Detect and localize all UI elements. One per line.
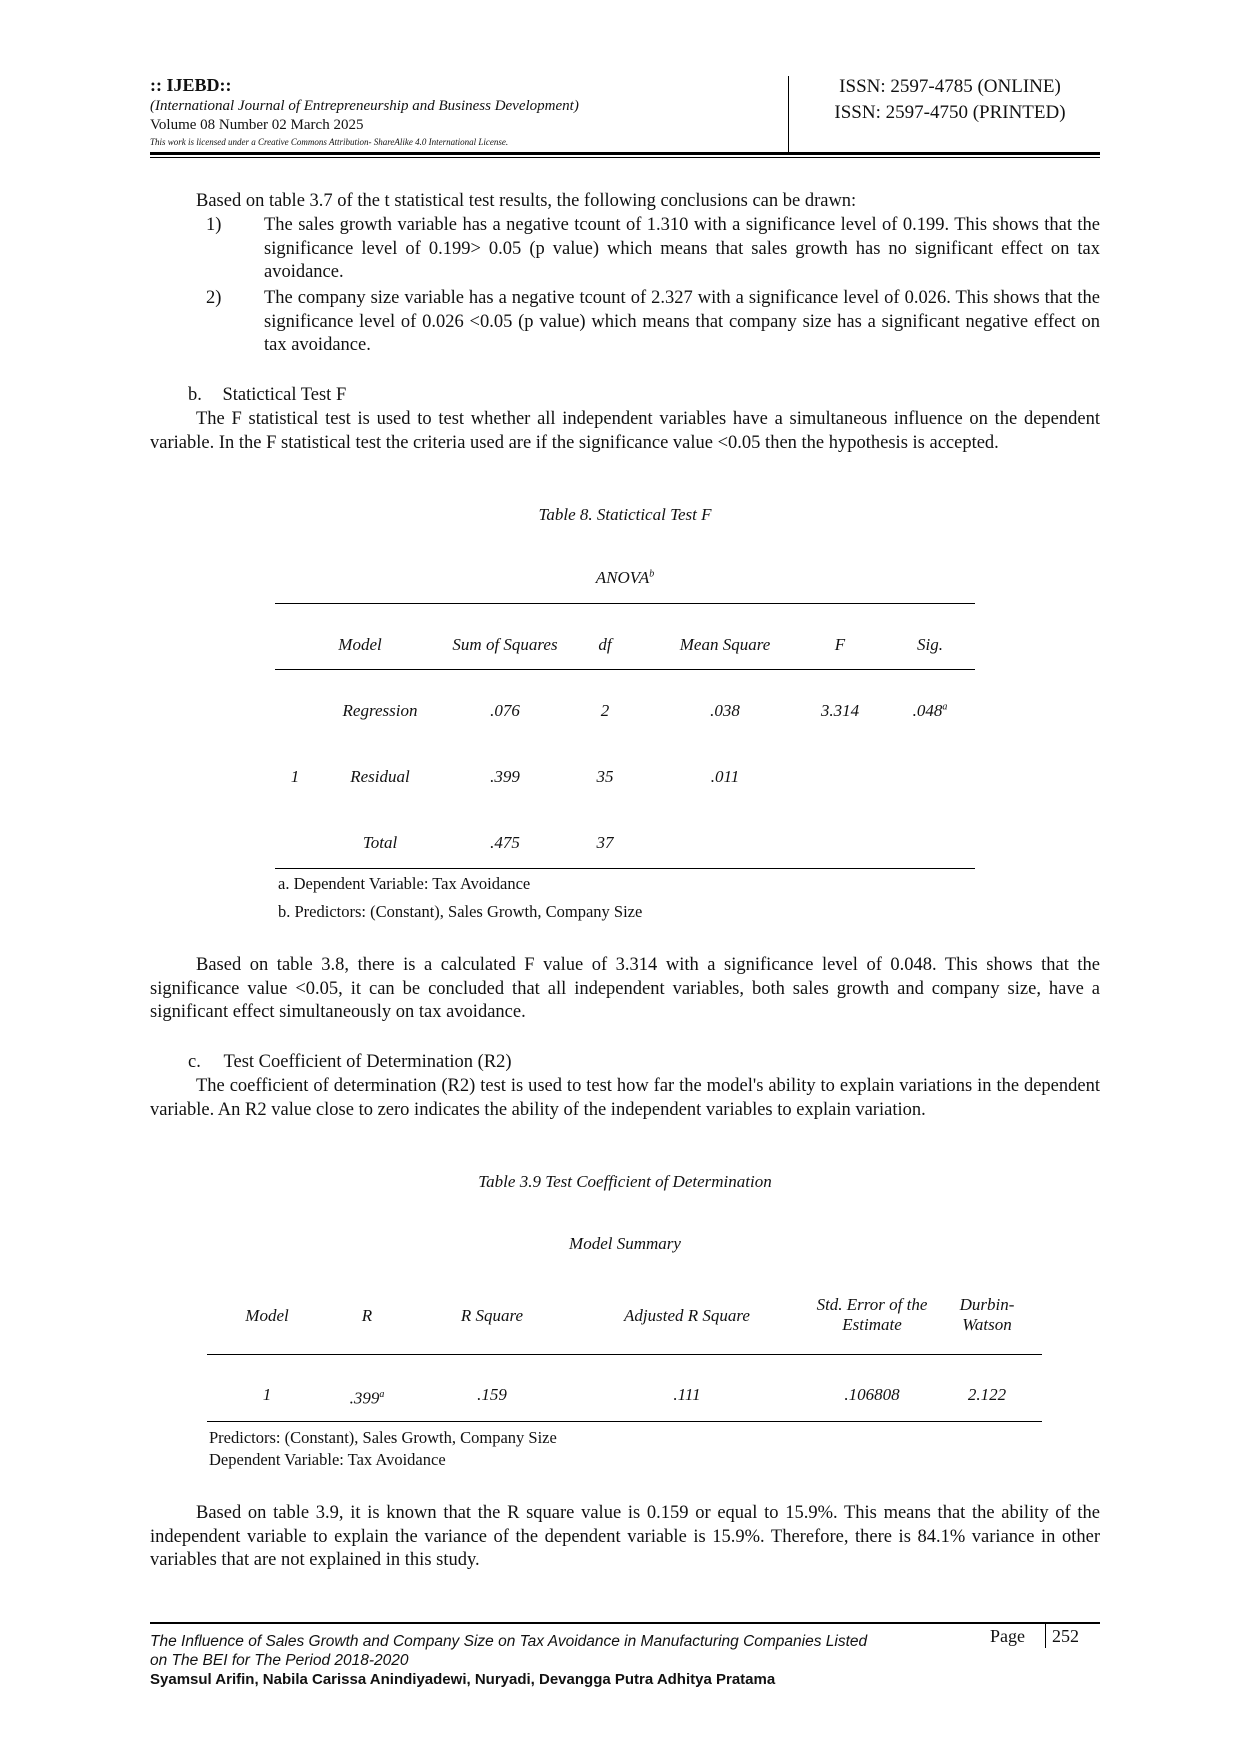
page-divider bbox=[1045, 1624, 1046, 1648]
anova-title: ANOVA$^b$ bbox=[595, 568, 655, 587]
col-header-df: df bbox=[598, 635, 612, 654]
license-note: This work is licensed under a Creative Commons Attribution- ShareAlike 4.0 International License. bbox=[150, 137, 509, 147]
cell-df: 35 bbox=[596, 767, 614, 786]
col-header-f: F bbox=[834, 635, 846, 654]
cell-adjusted-r-square: .111 bbox=[673, 1385, 701, 1404]
footer-article-title-line2: on The BEI for The Period 2018-2020 bbox=[150, 1652, 409, 1669]
cell-ss: .076 bbox=[490, 701, 520, 720]
list-text: The sales growth variable has a negative tcount of 1.310 with a significance level of 0.199. This shows that the significance level of 0.199> 0.05 (p value) which means that sales growth has no significant effect on tax avoidance. bbox=[264, 215, 1100, 282]
section-c-heading bbox=[188, 1051, 512, 1075]
col-header-durbin-watson: Durbin- Watson bbox=[959, 1295, 1015, 1334]
list-number: 2) bbox=[206, 288, 222, 308]
cell-df: 2 bbox=[600, 701, 610, 720]
table-rule bbox=[275, 868, 975, 869]
list-item bbox=[206, 287, 1100, 358]
paragraph-f-test: The F statistical test is used to test whether all independent variables have a simultaneous influence on the dependent variable. In the F statistical test the criteria used are if the significance value <0.05 then the hypothesis is accepted. bbox=[150, 409, 1100, 453]
cell-r-square: .159 bbox=[477, 1385, 507, 1404]
paragraph-r2-test: The coefficient of determination (R2) test is used to test how far the model's ability to explain variations in the dependent variable. An R2 value close to zero indicates the ability of the independent variables to explain variation. bbox=[150, 1076, 1100, 1120]
section-c-letter: c. bbox=[188, 1052, 201, 1072]
cell-ss: .475 bbox=[490, 833, 520, 852]
table8-caption: Table 8. Statictical Test F bbox=[538, 505, 712, 524]
cell-f: 3.314 bbox=[820, 701, 860, 720]
col-header-sum-of-squares: Sum of Squares bbox=[452, 635, 558, 654]
header-divider bbox=[788, 76, 789, 152]
col-header-sig: Sig. bbox=[917, 635, 943, 654]
section-b-title: Statictical Test F bbox=[222, 385, 347, 405]
header-rule bbox=[150, 152, 1100, 155]
cell-std-error: .106808 bbox=[844, 1385, 900, 1404]
journal-full-title: (International Journal of Entrepreneurship and Business Development) bbox=[150, 98, 579, 114]
cell-ss: .399 bbox=[490, 767, 520, 786]
footer-citation bbox=[150, 1632, 950, 1689]
page-number: 252 bbox=[1052, 1626, 1079, 1646]
col-header-std-error: Std. Error of the Estimate bbox=[816, 1295, 928, 1334]
col-header-mean-square: Mean Square bbox=[679, 635, 771, 654]
row-label: Residual bbox=[350, 767, 410, 786]
row-label: Total bbox=[362, 833, 398, 852]
header-rule-thin bbox=[150, 157, 1100, 158]
model-number: 1 bbox=[290, 767, 300, 786]
anova-note-b: b. Predictors: (Constant), Sales Growth, Company Size bbox=[278, 902, 643, 921]
table-rule bbox=[275, 669, 975, 670]
cell-sig: .048$^a$ bbox=[912, 701, 948, 720]
list-item bbox=[206, 214, 1100, 285]
model-summary-title: Model Summary bbox=[569, 1234, 681, 1253]
list-text: The company size variable has a negative tcount of 2.327 with a significance level of 0.026. This shows that the significance level of 0.026 <0.05 (p value) which means that company size has a significant negative effect on tax avoidance. bbox=[264, 288, 1100, 355]
cell-ms: .038 bbox=[710, 701, 740, 720]
cell-ms: .011 bbox=[710, 767, 740, 786]
section-c-title: Test Coefficient of Determination (R2) bbox=[223, 1052, 512, 1072]
cell-df: 37 bbox=[596, 833, 614, 852]
cell-r: .399$^a$ bbox=[349, 1388, 385, 1408]
cell-durbin-watson: 2.122 bbox=[967, 1385, 1007, 1404]
table-rule bbox=[207, 1421, 1042, 1422]
journal-volume: Volume 08 Number 02 March 2025 bbox=[150, 117, 364, 133]
journal-short-title: :: IJEBD:: bbox=[150, 75, 232, 95]
table-rule bbox=[207, 1354, 1042, 1355]
anova-note-a: a. Dependent Variable: Tax Avoidance bbox=[278, 874, 531, 893]
list-number: 1) bbox=[206, 215, 222, 235]
col-header-r-square: R Square bbox=[460, 1306, 524, 1325]
table-rule bbox=[275, 603, 975, 604]
paragraph-f-result: Based on table 3.8, there is a calculated F value of 3.314 with a significance level of 0.048. This shows that the significance value <0.05, it can be concluded that all independent variables, both sales growth and company size, have a significant effect simultaneously on tax avoidance. bbox=[150, 955, 1100, 1022]
col-header-model: Model bbox=[338, 635, 382, 654]
model-summary-note-dependent: Dependent Variable: Tax Avoidance bbox=[209, 1450, 446, 1469]
page-label: Page bbox=[990, 1626, 1025, 1646]
issn-block bbox=[800, 74, 1100, 126]
paragraph-t-test-intro: Based on table 3.7 of the t statistical test results, the following conclusions can be drawn: bbox=[196, 191, 857, 211]
section-b-letter: b. bbox=[188, 385, 202, 405]
row-label: Regression bbox=[342, 701, 418, 720]
col-header-model: Model bbox=[245, 1306, 289, 1325]
cell-model: 1 bbox=[262, 1385, 272, 1404]
paragraph-r2-result: Based on table 3.9, it is known that the R square value is 0.159 or equal to 15.9%. This means that the ability of the independent variable to explain the variance of the dependent variable is 15.9%. Therefore, there is 84.1% variance in other variables that are not explained in this study. bbox=[150, 1503, 1100, 1570]
issn-printed: ISSN: 2597-4750 (PRINTED) bbox=[834, 102, 1066, 123]
col-header-r: R bbox=[361, 1306, 373, 1325]
issn-online: ISSN: 2597-4785 (ONLINE) bbox=[839, 76, 1061, 97]
journal-header bbox=[150, 74, 770, 149]
table9-caption: Table 3.9 Test Coefficient of Determination bbox=[478, 1172, 772, 1191]
footer-rule bbox=[150, 1622, 1100, 1624]
section-b-heading bbox=[188, 384, 346, 408]
model-summary-note-predictors: Predictors: (Constant), Sales Growth, Company Size bbox=[209, 1428, 557, 1447]
footer-authors: Syamsul Arifin, Nabila Carissa Anindiyadewi, Nuryadi, Devangga Putra Adhitya Pratama bbox=[150, 1671, 776, 1688]
col-header-adjusted-r-square: Adjusted R Square bbox=[624, 1306, 750, 1325]
footer-article-title-line1: The Influence of Sales Growth and Company Size on Tax Avoidance in Manufacturing Companies Listed bbox=[150, 1633, 868, 1650]
